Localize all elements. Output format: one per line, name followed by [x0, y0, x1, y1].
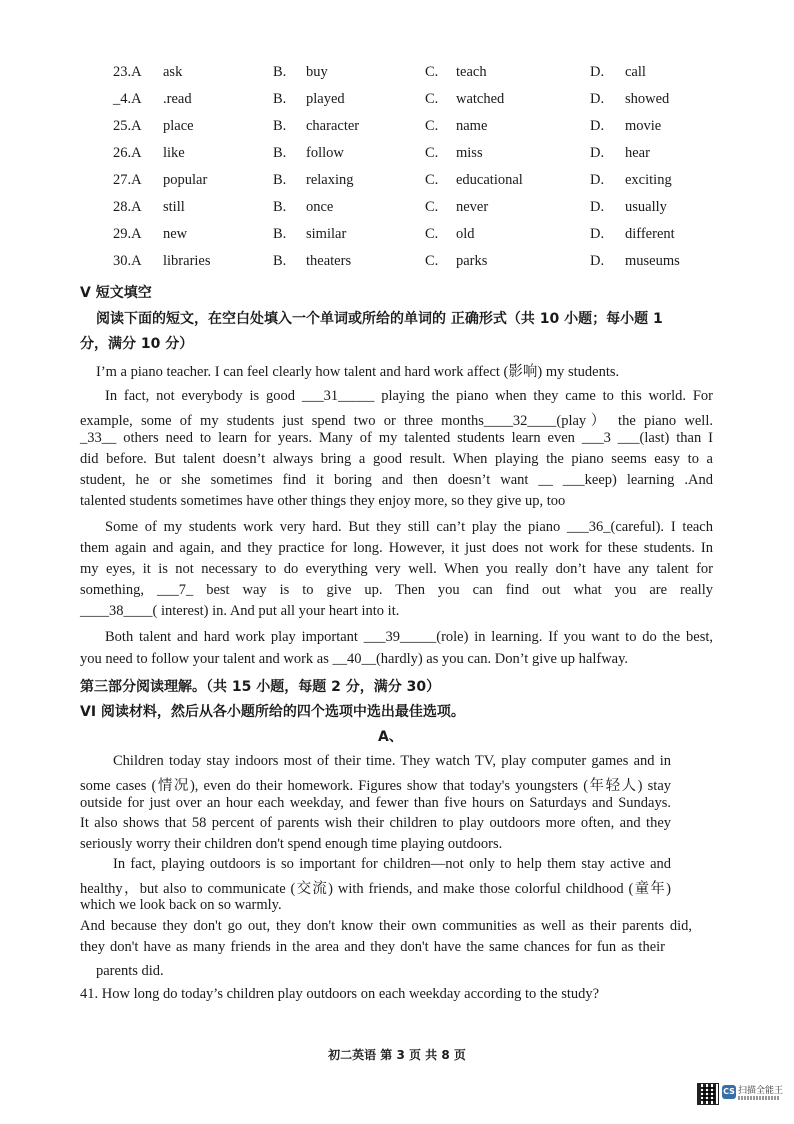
question-number: 23.A: [113, 64, 142, 80]
option-c-letter: C.: [425, 145, 439, 161]
option-row: [0, 172, 794, 198]
passage-line: It also shows that 58 percent of parents wish their children to play outdoors more often, and they: [80, 815, 671, 831]
passage-line: they don't have as many friends in the area and they don't have the same chances for fun as their: [80, 939, 665, 955]
section-5-title: V 短文填空: [80, 285, 152, 301]
watermark-subtext: [738, 1096, 780, 1100]
option-a: libraries: [163, 253, 211, 269]
option-a: still: [163, 199, 185, 215]
option-c-letter: C.: [425, 172, 439, 188]
passage-line: Children today stay indoors most of their time. They watch TV, play computer games and in: [113, 753, 671, 769]
option-b: once: [306, 199, 334, 215]
option-a: ask: [163, 64, 183, 80]
option-c: old: [456, 226, 475, 242]
option-d-letter: D.: [590, 145, 605, 161]
option-c: miss: [456, 145, 483, 161]
camscanner-name: 扫描全能王: [738, 1086, 784, 1096]
passage-line: which we look back on so warmly.: [80, 897, 282, 913]
passage-line: something, ___7_ best way is to give up. Then you can find out what you are really: [80, 582, 713, 598]
passage-line: some cases (情况), even do their homework. Figures show that today's youngsters (年轻人) stay: [80, 778, 671, 794]
passage-line: _33__ others need to learn for years. Many of my talented students learn even ___3 ___(last) than I: [80, 430, 713, 446]
option-a: popular: [163, 172, 208, 188]
option-b-letter: B.: [273, 64, 287, 80]
option-d: call: [625, 64, 646, 80]
passage-line: my eyes, it is not necessary to do everything very well. When you really don’t have any talent for: [80, 561, 713, 577]
section-5-instruction: 阅读下面的短文，在空白处填入一个单词或所给的单词的 正确形式（共 10 小题；每小题 1: [96, 311, 663, 327]
option-d-letter: D.: [590, 64, 605, 80]
passage-line: talented students sometimes have other things they enjoy more, so they give up, too: [80, 493, 566, 509]
section-5-instruction-cont: 分，满分 10 分）: [80, 336, 194, 352]
option-b-letter: B.: [273, 199, 287, 215]
option-c: name: [456, 118, 488, 134]
option-d: museums: [625, 253, 680, 269]
passage-line: healthy，but also to communicate (交流) with friends, and make those colorful childhood (童年): [80, 881, 671, 897]
option-b: similar: [306, 226, 347, 242]
page-footer: 初二英语 第 3 页 共 8 页: [328, 1048, 466, 1062]
passage-line: Some of my students work very hard. But they still can’t play the piano ___36_(careful). I teach: [105, 519, 713, 535]
question-41: 41. How long do today’s children play outdoors on each weekday according to the study?: [80, 986, 600, 1002]
option-row: [0, 118, 794, 144]
option-c-letter: C.: [425, 64, 439, 80]
option-d: exciting: [625, 172, 672, 188]
passage-line: ____38____( interest) in. And put all your heart into it.: [80, 603, 400, 619]
passage-line: example, some of my students just spend two or three months____32____(play） the piano well.: [80, 413, 713, 429]
option-d: usually: [625, 199, 667, 215]
option-d-letter: D.: [590, 199, 605, 215]
passage-line: I’m a piano teacher. I can feel clearly how talent and hard work affect (影响) my students.: [96, 364, 620, 380]
option-b-letter: B.: [273, 253, 287, 269]
option-d: showed: [625, 91, 670, 107]
option-b-letter: B.: [273, 226, 287, 242]
part-3-title: 第三部分阅读理解。（共 15 小题，每题 2 分，满分 30）: [80, 679, 441, 695]
option-d: hear: [625, 145, 650, 161]
option-b: buy: [306, 64, 328, 80]
camscanner-logo-icon: CS: [722, 1085, 736, 1099]
option-a: place: [163, 118, 194, 134]
passage-line: parents did.: [96, 963, 164, 979]
option-d-letter: D.: [590, 91, 605, 107]
option-c: teach: [456, 64, 487, 80]
option-d-letter: D.: [590, 118, 605, 134]
option-c-letter: C.: [425, 91, 439, 107]
question-number: 26.A: [113, 145, 142, 161]
option-c: educational: [456, 172, 523, 188]
option-b: relaxing: [306, 172, 354, 188]
option-row: [0, 145, 794, 171]
option-d: different: [625, 226, 675, 242]
question-number: 30.A: [113, 253, 142, 269]
passage-line: Both talent and hard work play important ___39_____(role) in learning. If you want to do the best,: [105, 629, 713, 645]
option-a: new: [163, 226, 188, 242]
option-c-letter: C.: [425, 226, 439, 242]
option-a: like: [163, 145, 185, 161]
question-number: 25.A: [113, 118, 142, 134]
option-c-letter: C.: [425, 118, 439, 134]
passage-line: student, he or she sometimes find it boring and then doesn’t want __ ___keep) learning .And: [80, 472, 713, 488]
passage-line: In fact, playing outdoors is so important for children—not only to help them stay active and: [113, 856, 671, 872]
option-b-letter: B.: [273, 118, 287, 134]
option-c: parks: [456, 253, 488, 269]
option-row: [0, 253, 794, 279]
qr-code-icon: [697, 1083, 719, 1105]
option-b: theaters: [306, 253, 352, 269]
passage-line: you need to follow your talent and work as __40__(hardly) as you can. Don’t give up halfway.: [80, 651, 629, 667]
option-c: never: [456, 199, 489, 215]
passage-line: outside for just over an hour each weekday, and fewer than five hours on Saturdays and Sundays.: [80, 795, 671, 811]
passage-line: And because they don't go out, they don't know their own communities as well as their parents did,: [80, 918, 692, 934]
option-d: movie: [625, 118, 662, 134]
option-d-letter: D.: [590, 172, 605, 188]
passage-line: did before. But talent doesn’t always bring a good result. When playing the piano seems easy to a: [80, 451, 713, 467]
option-row: [0, 64, 794, 90]
passage-line: them again and again, and they practice for long. However, it just does not work for these students. In: [80, 540, 713, 556]
passage-label: A、: [378, 729, 403, 745]
option-b-letter: B.: [273, 145, 287, 161]
option-row: [0, 199, 794, 225]
section-6-title: VI 阅读材料，然后从各小题所给的四个选项中选出最佳选项。: [80, 704, 465, 720]
option-row: [0, 91, 794, 117]
option-b: follow: [306, 145, 344, 161]
option-b-letter: B.: [273, 172, 287, 188]
passage-line: In fact, not everybody is good ___31_____ playing the piano when they came to this world. For: [105, 388, 713, 404]
option-a: .read: [163, 91, 192, 107]
option-c: watched: [456, 91, 505, 107]
option-d-letter: D.: [590, 226, 605, 242]
option-b-letter: B.: [273, 91, 287, 107]
option-c-letter: C.: [425, 199, 439, 215]
option-b: played: [306, 91, 345, 107]
option-b: character: [306, 118, 360, 134]
question-number: 29.A: [113, 226, 142, 242]
passage-line: seriously worry their children don't spend enough time playing outdoors.: [80, 836, 503, 852]
option-row: [0, 226, 794, 252]
question-number: _4.A: [113, 91, 142, 107]
question-number: 28.A: [113, 199, 142, 215]
question-number: 27.A: [113, 172, 142, 188]
option-d-letter: D.: [590, 253, 605, 269]
option-c-letter: C.: [425, 253, 439, 269]
